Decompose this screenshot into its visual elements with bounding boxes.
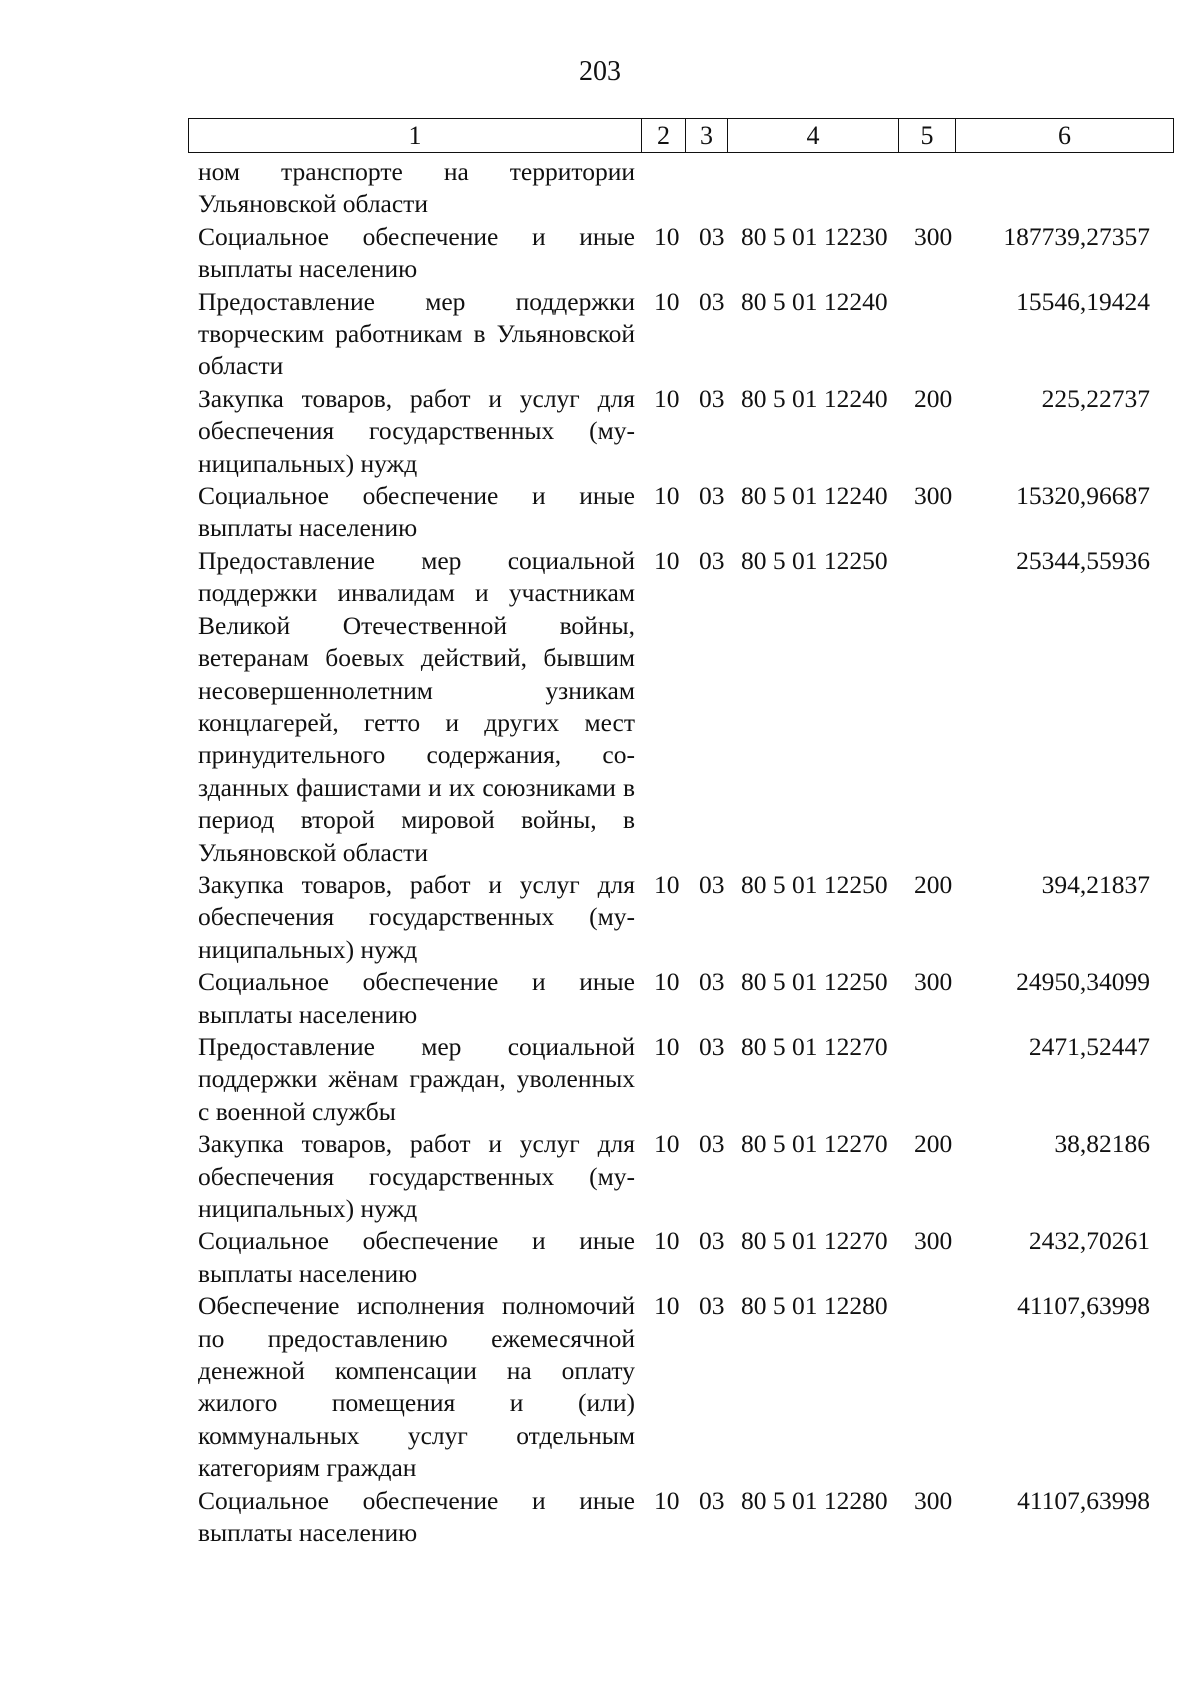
row-name: Социальное обеспечение и иные выплаты населению — [198, 1485, 635, 1548]
amount: 41107,63998 — [1017, 1291, 1150, 1321]
table-row — [0, 383, 1200, 480]
row-name: Закупка товаров, работ и услуг для обеспечения государственных (муниципальных) нужд — [198, 383, 635, 478]
amount: 15546,19424 — [1016, 286, 1150, 316]
target-article-code: 80 5 01 12250 — [741, 545, 888, 575]
amount: 41107,63998 — [1017, 1485, 1150, 1515]
column-header-1: 1 — [189, 119, 642, 153]
section-code: 10 — [654, 1031, 680, 1061]
row-name: Социальное обеспечение и иные выплаты населению — [198, 221, 635, 284]
column-header-row — [189, 119, 1174, 153]
table-row — [0, 156, 1200, 221]
table-row — [0, 966, 1200, 1031]
expense-type-code: 300 — [914, 221, 953, 251]
table-row — [0, 221, 1200, 286]
subsection-code: 03 — [699, 967, 725, 997]
subsection-code: 03 — [699, 221, 725, 251]
column-header-3: 3 — [686, 119, 728, 153]
subsection-code: 03 — [699, 1031, 725, 1061]
table-row — [0, 286, 1200, 383]
amount: 394,21837 — [1041, 869, 1150, 899]
table-row — [0, 869, 1200, 966]
target-article-code: 80 5 01 12240 — [741, 286, 888, 316]
expense-type-code: 300 — [914, 967, 953, 997]
row-name: Предоставление мер поддержки творческим работникам в Ульяновской области — [198, 286, 635, 381]
expense-type-code: 300 — [914, 481, 953, 511]
section-code: 10 — [654, 481, 680, 511]
subsection-code: 03 — [699, 383, 725, 413]
amount: 24950,34099 — [1016, 967, 1150, 997]
subsection-code: 03 — [699, 286, 725, 316]
target-article-code: 80 5 01 12230 — [741, 221, 888, 251]
target-article-code: 80 5 01 12240 — [741, 383, 888, 413]
target-article-code: 80 5 01 12250 — [741, 967, 888, 997]
subsection-code: 03 — [699, 545, 725, 575]
expense-type-code: 200 — [914, 383, 953, 413]
expense-type-code: 300 — [914, 1226, 953, 1256]
table-row — [0, 480, 1200, 545]
table-body — [0, 156, 1200, 1549]
target-article-code: 80 5 01 12270 — [741, 1031, 888, 1061]
row-name: Обеспечение исполнения полномочий по предоставлению ежемесячной денежной компенсации на оплату жилого помещения и (или) коммунальных услуг отдельным категориям граждан — [198, 1291, 635, 1483]
amount: 38,82186 — [1054, 1129, 1150, 1159]
row-name: Предоставление мер социальной поддержки инвалидам и участникам Великой Отечественной войны, ветеранам боевых действий, бывшим несовершеннолетним узникам концлагерей, гетто и других мест принудительного содержания, созданных фашистами и их союзниками в период второй мировой войны, в Ульяновской области — [198, 545, 635, 867]
section-code: 10 — [654, 286, 680, 316]
table-row — [0, 1485, 1200, 1550]
expense-type-code: 200 — [914, 869, 953, 899]
amount: 25344,55936 — [1016, 545, 1150, 575]
table-row — [0, 1031, 1200, 1128]
row-name: Закупка товаров, работ и услуг для обеспечения государственных (муниципальных) нужд — [198, 869, 635, 964]
amount: 2432,70261 — [1028, 1226, 1150, 1256]
column-header-2: 2 — [642, 119, 686, 153]
row-name: ном транспорте на территории Ульяновской области — [198, 157, 635, 219]
column-header-4: 4 — [728, 119, 899, 153]
column-header-5: 5 — [899, 119, 956, 153]
section-code: 10 — [654, 869, 680, 899]
section-code: 10 — [654, 1129, 680, 1159]
target-article-code: 80 5 01 12250 — [741, 869, 888, 899]
row-name: Социальное обеспечение и иные выплаты населению — [198, 481, 635, 543]
subsection-code: 03 — [699, 1485, 725, 1515]
row-name: Социальное обеспечение и иные выплаты населению — [198, 1226, 635, 1288]
section-code: 10 — [654, 1291, 680, 1321]
subsection-code: 03 — [699, 1129, 725, 1159]
page-number: 203 — [579, 56, 621, 87]
expense-type-code: 300 — [914, 1485, 953, 1515]
section-code: 10 — [654, 1485, 680, 1515]
row-name: Социальное обеспечение и иные выплаты населению — [198, 967, 635, 1029]
amount: 2471,52447 — [1028, 1031, 1150, 1061]
amount: 225,22737 — [1041, 383, 1150, 413]
target-article-code: 80 5 01 12270 — [741, 1129, 888, 1159]
column-header-6: 6 — [956, 119, 1174, 153]
column-header-table — [188, 118, 1174, 153]
section-code: 10 — [654, 221, 680, 251]
section-code: 10 — [654, 967, 680, 997]
target-article-code: 80 5 01 12280 — [741, 1291, 888, 1321]
table-row — [0, 1290, 1200, 1484]
table-row — [0, 1128, 1200, 1225]
table-row — [0, 1225, 1200, 1290]
target-article-code: 80 5 01 12280 — [741, 1485, 888, 1515]
table-row — [0, 545, 1200, 869]
target-article-code: 80 5 01 12240 — [741, 481, 888, 511]
section-code: 10 — [654, 1226, 680, 1256]
subsection-code: 03 — [699, 1291, 725, 1321]
amount: 187739,27357 — [1003, 221, 1150, 251]
amount: 15320,96687 — [1016, 481, 1150, 511]
section-code: 10 — [654, 383, 680, 413]
expense-type-code: 200 — [914, 1129, 953, 1159]
section-code: 10 — [654, 545, 680, 575]
row-name: Предоставление мер социальной поддержки жёнам граждан, уволенных с военной службы — [198, 1031, 635, 1126]
subsection-code: 03 — [699, 481, 725, 511]
target-article-code: 80 5 01 12270 — [741, 1226, 888, 1256]
subsection-code: 03 — [699, 1226, 725, 1256]
row-name: Закупка товаров, работ и услуг для обеспечения государственных (муниципальных) нужд — [198, 1129, 635, 1223]
subsection-code: 03 — [699, 869, 725, 899]
